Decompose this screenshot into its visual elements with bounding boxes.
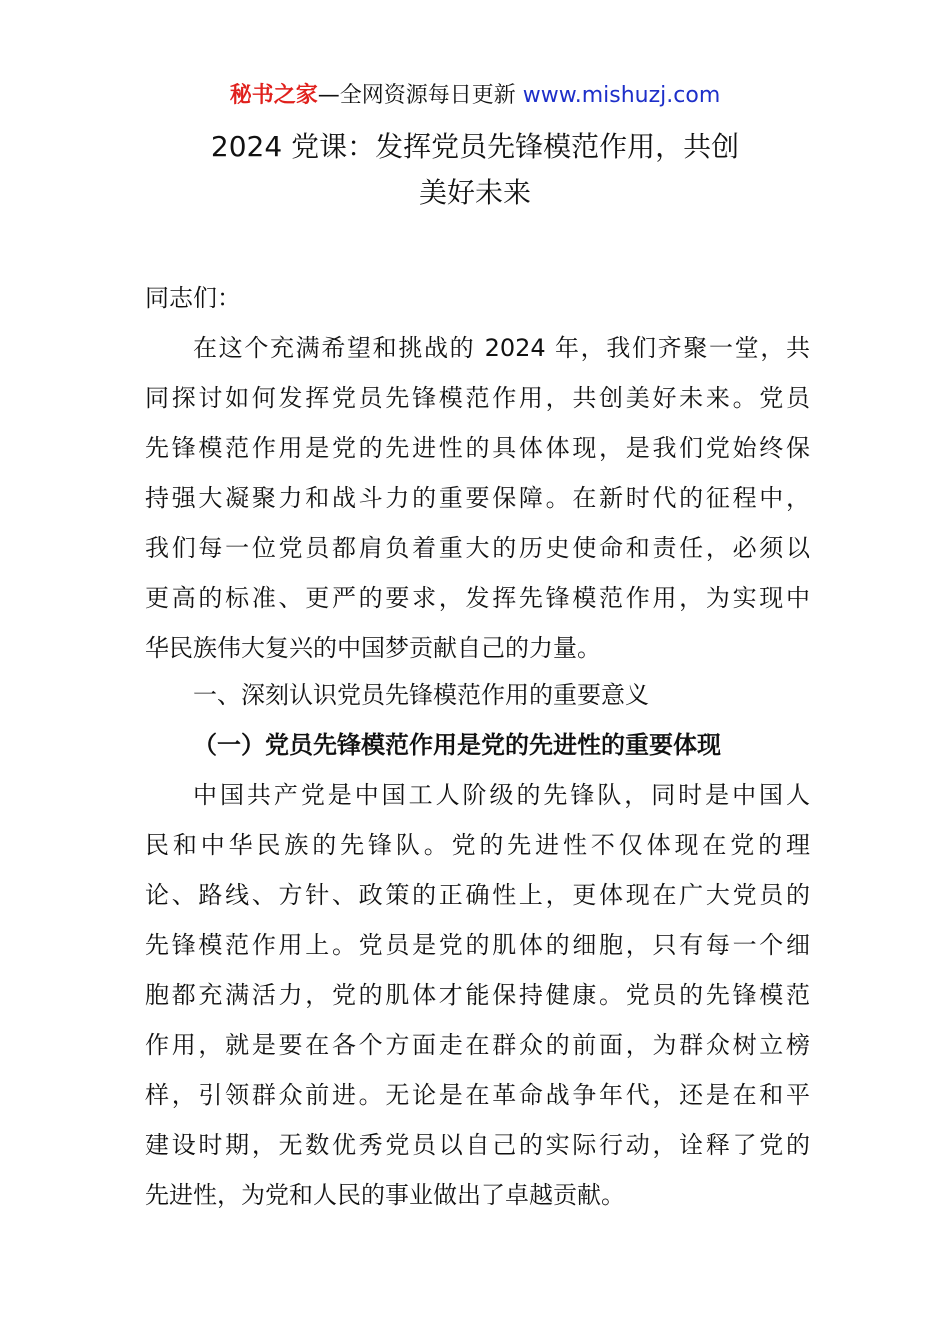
paragraph-line: 更高的标准、更严的要求，发挥先锋模范作用，为实现中 [145, 584, 810, 612]
salutation-text: 同志们： [145, 284, 241, 312]
paragraph-intro [145, 323, 810, 673]
subsection-heading-1: （一）党员先锋模范作用是党的先进性的重要体现 [193, 731, 721, 759]
brand-name: 秘书之家 [229, 83, 318, 108]
site-header [0, 80, 950, 112]
paragraph-line: 胞都充满活力，党的肌体才能保持健康。党员的先锋模范 [145, 981, 810, 1009]
paragraph-line: 民和中华民族的先锋队。党的先进性不仅体现在党的理 [145, 831, 810, 859]
paragraph-line: 先锋模范作用上。党员是党的肌体的细胞，只有每一个细 [145, 931, 810, 959]
paragraph-party-vanguard [145, 770, 810, 1220]
salutation [145, 273, 810, 323]
title-line-1: 2024 党课：发挥党员先锋模范作用，共创 [210, 130, 740, 163]
header-url[interactable]: www.mishuzj.com [522, 83, 721, 108]
paragraph-line: 持强大凝聚力和战斗力的重要保障。在新时代的征程中， [145, 484, 810, 512]
paragraph-line: 同探讨如何发挥党员先锋模范作用，共创美好未来。党员 [145, 384, 810, 412]
paragraph-line: 建设时期，无数优秀党员以自己的实际行动，诠释了党的 [145, 1131, 810, 1159]
title-line-2: 美好未来 [418, 176, 531, 209]
paragraph-line: 先锋模范作用是党的先进性的具体体现，是我们党始终保 [145, 434, 810, 462]
paragraph-line: 先进性，为党和人民的事业做出了卓越贡献。 [145, 1181, 625, 1209]
section-heading-1: 一、深刻认识党员先锋模范作用的重要意义 [193, 681, 649, 709]
document-title [100, 124, 850, 216]
paragraph-line: 中国共产党是中国工人阶级的先锋队，同时是中国人 [193, 781, 810, 809]
paragraph-line: 在这个充满希望和挑战的 2024 年，我们齐聚一堂，共 [193, 334, 810, 362]
paragraph-line: 样，引领群众前进。无论是在革命战争年代，还是在和平 [145, 1081, 810, 1109]
paragraph-line: 论、路线、方针、政策的正确性上，更体现在广大党员的 [145, 881, 810, 909]
paragraph-line: 华民族伟大复兴的中国梦贡献自己的力量。 [145, 634, 601, 662]
paragraph-line: 我们每一位党员都肩负着重大的历史使命和责任，必须以 [145, 534, 810, 562]
header-tagline: —全网资源每日更新 [317, 83, 523, 108]
paragraph-line: 作用，就是要在各个方面走在群众的前面，为群众树立榜 [145, 1031, 810, 1059]
